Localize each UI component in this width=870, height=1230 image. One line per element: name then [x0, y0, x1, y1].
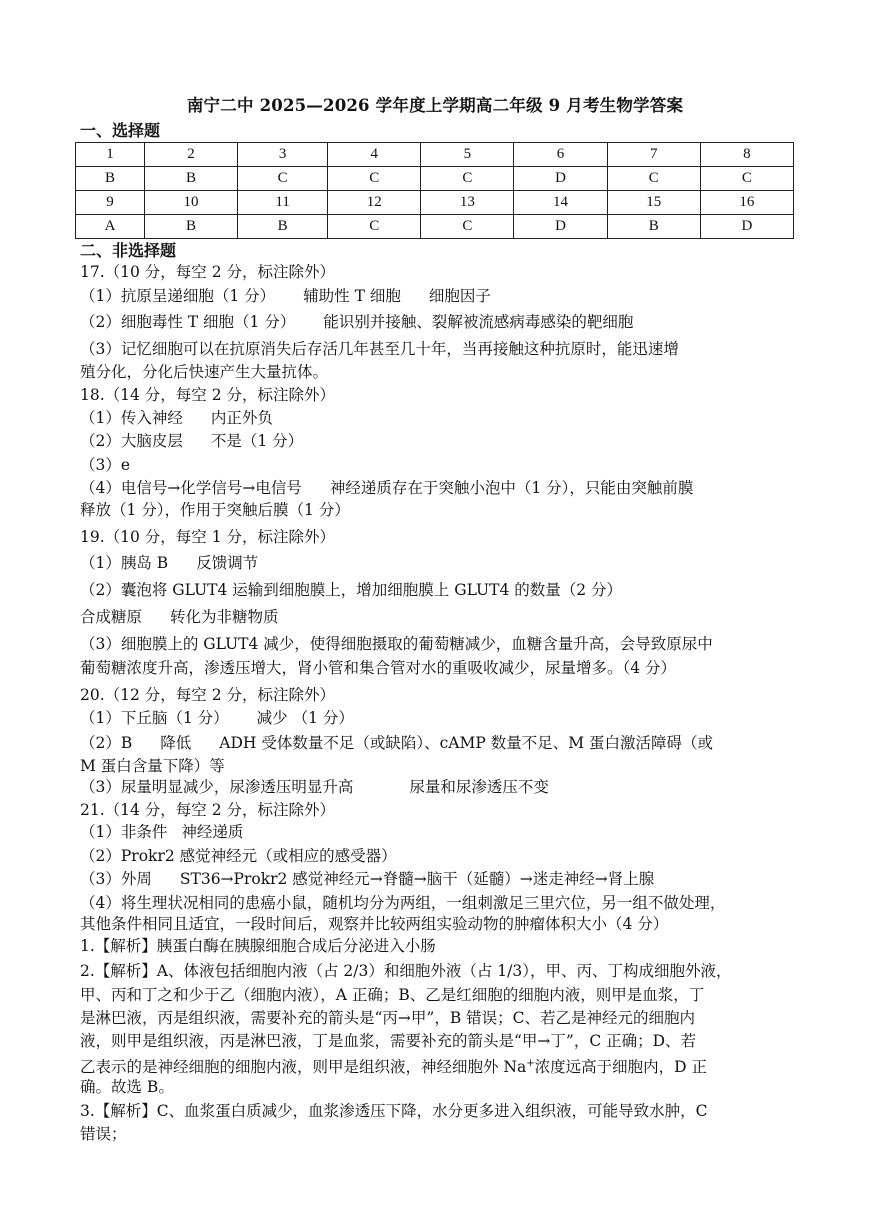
table-cell: 15: [607, 191, 700, 215]
q21-part4-line1: （4）将生理状况相同的患癌小鼠，随机均分为两组，一组刺激足三里穴位，另一组不做处理，: [80, 894, 726, 912]
table-cell: 16: [700, 191, 793, 215]
q17-heading: 17.（10 分，每空 2 分，标注除外）: [80, 263, 336, 281]
answer-text: 合成糖原: [80, 608, 143, 626]
table-cell: B: [144, 215, 237, 239]
explanation-2-line5: [80, 1054, 707, 1077]
q18-part1: [80, 408, 273, 428]
table-cell: A: [76, 215, 145, 239]
answer-text: （1）传入神经: [80, 409, 183, 427]
q18-part2: [80, 431, 303, 451]
table-cell: B: [607, 215, 700, 239]
explanation-3-line1: 3.【解析】C、血浆蛋白质减少，血浆渗透压下降，水分更多进入组织液，可能导致水肿，C: [80, 1102, 708, 1120]
document-title: 南宁二中 2025—2026 学年度上学期高二年级 9 月考生物学答案: [186, 96, 684, 115]
table-cell: 5: [421, 143, 514, 167]
explanation-2-line6: 确。故选 B。: [80, 1078, 174, 1096]
table-cell: C: [421, 215, 514, 239]
answer-text: （2）B: [80, 734, 133, 752]
explanation-2-line3: 是淋巴液，丙是组织液，需要补充的箭头是“丙→甲”，B 错误；C、若乙是神经元的细胞内: [80, 1009, 696, 1027]
table-cell: 11: [238, 191, 328, 215]
explanation-2-line2: 甲、丙和丁之和少于乙（细胞内液），A 正确；B、乙是红细胞的细胞内液，则甲是血浆，丁: [80, 986, 705, 1004]
table-cell: 1: [76, 143, 145, 167]
answer-text: 不是（1 分）: [210, 432, 304, 450]
answer-text: （3）外周: [80, 870, 152, 888]
table-row: [76, 191, 794, 215]
q18-part4-line1: [80, 478, 693, 498]
table-cell: D: [700, 215, 793, 239]
explanation-text: 浓度远高于细胞内，D 正: [534, 1058, 707, 1077]
table-cell: C: [328, 167, 421, 191]
table-cell: 2: [144, 143, 237, 167]
answer-text: 反馈调节: [196, 554, 259, 572]
q20-part2-line2: M 蛋白含量下降）等: [80, 757, 225, 775]
table-cell: C: [700, 167, 793, 191]
q17-part3-line1: （3）记忆细胞可以在抗原消失后存活几年甚至几十年，当再接触这种抗原时，能迅速增: [80, 340, 679, 358]
table-cell: 7: [607, 143, 700, 167]
table-cell: C: [607, 167, 700, 191]
q21-part4-line2: 其他条件相同且适宜，一段时间后，观察并比较两组实验动物的肿瘤体积大小（4 分）: [80, 915, 669, 933]
table-cell: 4: [328, 143, 421, 167]
answer-text: （1）胰岛 B: [80, 554, 169, 572]
table-cell: B: [76, 167, 145, 191]
table-cell: D: [514, 167, 607, 191]
q17-part1: [80, 286, 491, 306]
table-cell: D: [514, 215, 607, 239]
table-row: [76, 167, 794, 191]
table-row: [76, 143, 794, 167]
explanation-3-line2: 错误；: [80, 1125, 127, 1143]
answer-text: 减少 （1 分）: [256, 709, 354, 727]
q20-part3: [80, 777, 549, 797]
q20-part2-line1: [80, 733, 713, 753]
answer-text: 转化为非糖物质: [170, 608, 279, 626]
table-cell: 13: [421, 191, 514, 215]
section-nonchoice-heading: 二、非选择题: [80, 241, 177, 260]
answer-text: 能识别并接触、裂解被流感病毒感染的靶细胞: [323, 313, 634, 331]
q19-part3-line2: 葡萄糖浓度升高，渗透压增大，肾小管和集合管对水的重吸收减少，尿量增多。（4 分）: [80, 659, 677, 677]
table-cell: B: [144, 167, 237, 191]
table-row: [76, 215, 794, 239]
q21-heading: 21.（14 分，每空 2 分，标注除外）: [80, 801, 336, 819]
table-cell: 9: [76, 191, 145, 215]
table-cell: C: [421, 167, 514, 191]
answer-text: （2）大脑皮层: [80, 432, 183, 450]
answer-text: 内正外负: [210, 409, 273, 427]
table-cell: B: [238, 215, 328, 239]
table-cell: 8: [700, 143, 793, 167]
answer-text: （1）非条件: [80, 823, 168, 841]
q19-part2-cont: [80, 607, 279, 627]
explanation-text: 乙表示的是神经细胞的细胞内液，则甲是组织液，神经细胞外 Na: [80, 1058, 527, 1077]
q20-heading: 20.（12 分，每空 2 分，标注除外）: [80, 686, 336, 704]
answer-text: 神经递质: [181, 823, 244, 841]
table-cell: 6: [514, 143, 607, 167]
answer-text: ADH 受体数量不足（或缺陷）、cAMP 数量不足、M 蛋白激活障碍（或: [219, 734, 713, 752]
answer-text: （1）抗原呈递细胞（1 分）: [80, 287, 276, 305]
answer-text: 辅助性 T 细胞: [303, 287, 401, 305]
answer-text: 细胞因子: [428, 287, 491, 305]
explanation-2-line1: 2.【解析】A、体液包括细胞内液（占 2/3）和细胞外液（占 1/3），甲、丙、丁构成细胞外液，: [80, 962, 732, 980]
q17-part2: [80, 312, 633, 332]
q18-heading: 18.（14 分，每空 2 分，标注除外）: [80, 386, 336, 404]
q21-part2: （2）Prokr2 感觉神经元（或相应的感受器）: [80, 847, 397, 865]
answer-text: （4）电信号→化学信号→电信号: [80, 479, 302, 497]
explanation-1: 1.【解析】胰蛋白酶在胰腺细胞合成后分泌进入小肠: [80, 937, 436, 955]
answer-text: 尿量和尿渗透压不变: [409, 778, 549, 796]
answer-text: 降低: [160, 734, 192, 752]
superscript-plus: +: [526, 1058, 535, 1069]
table-cell: 12: [328, 191, 421, 215]
answer-text: （3）尿量明显减少，尿渗透压明显升高: [80, 778, 354, 796]
q17-part3-line2: 殖分化，分化后快速产生大量抗体。: [80, 363, 329, 381]
q18-part4-line2: 释放（1 分），作用于突触后膜（1 分）: [80, 501, 350, 519]
q20-part1: [80, 708, 354, 728]
table-cell: 14: [514, 191, 607, 215]
answer-text: （2）细胞毒性 T 细胞（1 分）: [80, 313, 296, 331]
section-choice-heading: 一、选择题: [80, 121, 161, 140]
table-cell: C: [238, 167, 328, 191]
table-cell: 10: [144, 191, 237, 215]
q19-part2: （2）囊泡将 GLUT4 运输到细胞膜上，增加细胞膜上 GLUT4 的数量（2 分）: [80, 581, 623, 599]
q21-part3: [80, 869, 654, 889]
answer-text: （1）下丘脑（1 分）: [80, 709, 229, 727]
q21-part1: [80, 822, 243, 842]
answer-text: 神经递质存在于突触小泡中（1 分），只能由突触前膜: [329, 479, 694, 497]
q19-part3-line1: （3）细胞膜上的 GLUT4 减少，使得细胞摄取的葡萄糖减少，血糖含量升高，会导致原尿中: [80, 635, 713, 653]
explanation-2-line4: 液，则甲是组织液，丙是淋巴液，丁是血浆，需要补充的箭头是“甲→丁”，C 正确；D、若: [80, 1032, 697, 1050]
answer-text: ST36→Prokr2 感觉神经元→脊髓→脑干（延髓）→迷走神经→肾上腺: [179, 870, 655, 888]
q18-part3: （3）e: [80, 456, 131, 474]
answer-table: [75, 142, 794, 239]
table-cell: C: [328, 215, 421, 239]
table-cell: 3: [238, 143, 328, 167]
q19-heading: 19.（10 分，每空 1 分，标注除外）: [80, 528, 336, 546]
q19-part1: [80, 553, 258, 573]
